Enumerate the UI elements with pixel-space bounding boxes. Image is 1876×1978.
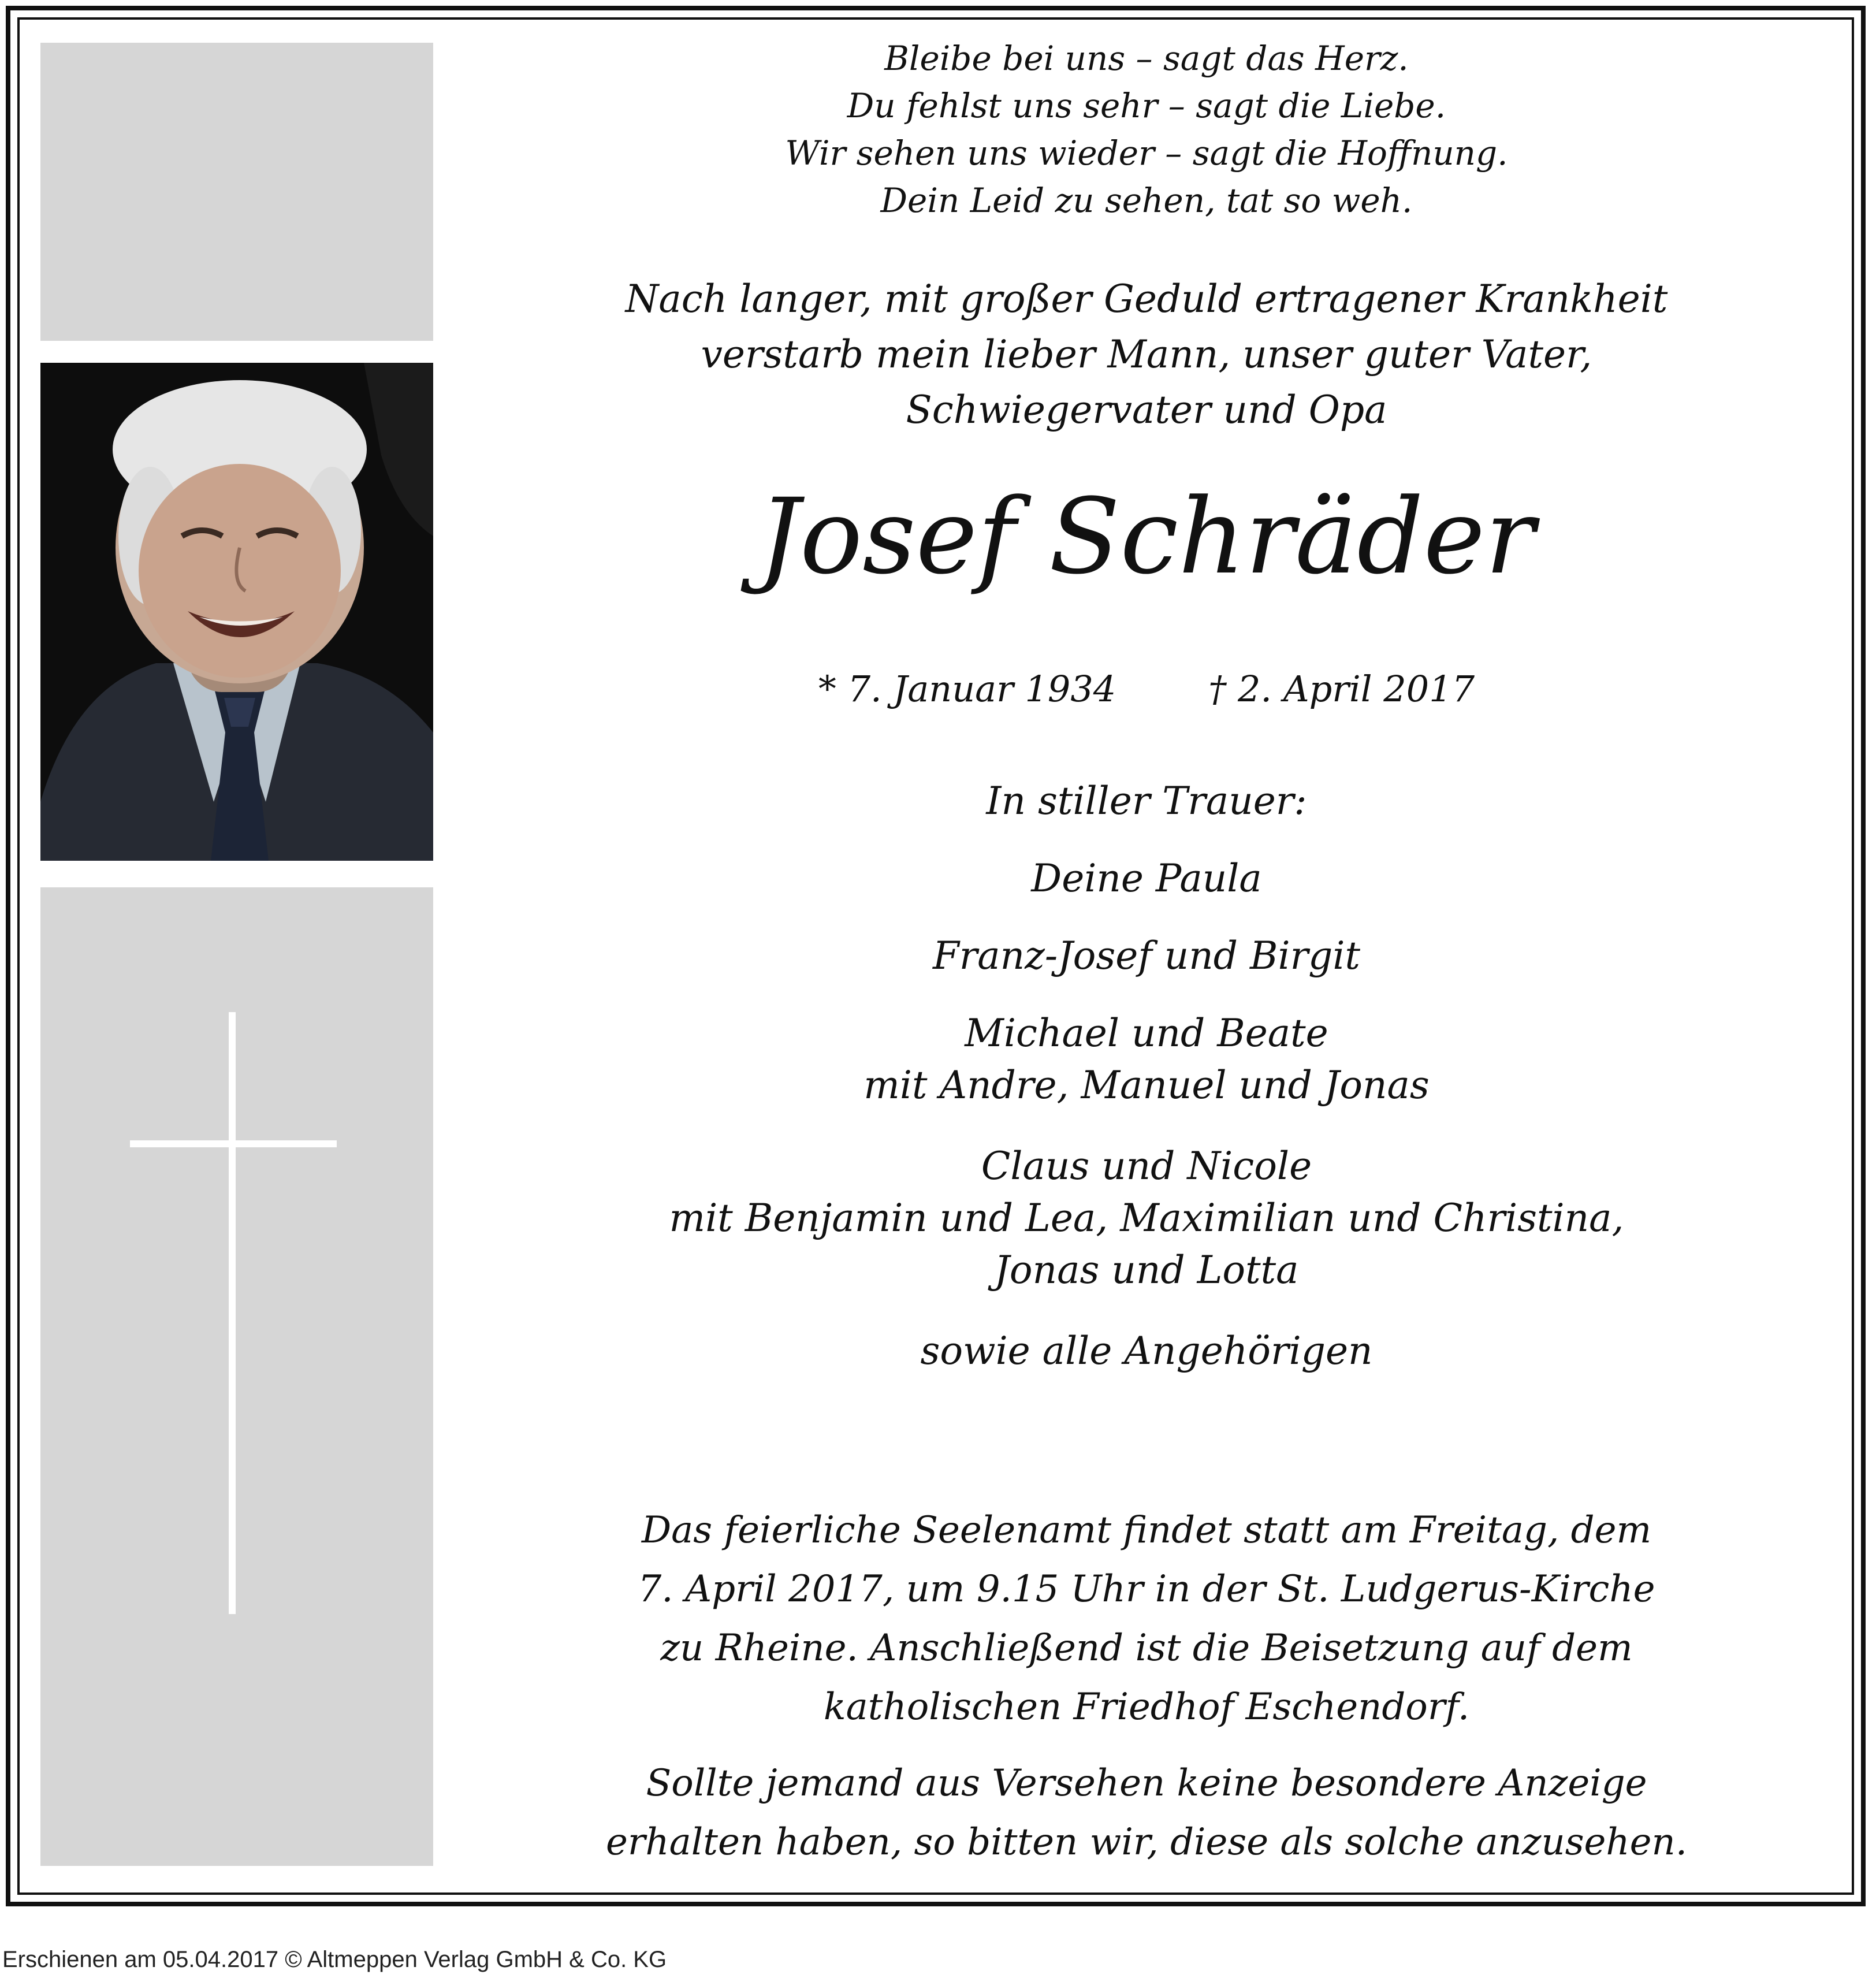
mourner-group: [474, 1007, 1819, 1111]
cross-icon: [229, 1012, 236, 1614]
grey-panel-top: [40, 43, 433, 341]
notice-line: erhalten haben, so bitten wir, diese als solche anzusehen.: [605, 1821, 1688, 1864]
deceased-name: Josef Schräder: [758, 477, 1535, 597]
quote-line: Dein Leid zu sehen, tat so weh.: [880, 181, 1413, 220]
notice-line: Sollte jemand aus Versehen keine besondere Anzeige: [646, 1762, 1647, 1805]
grey-panel-bottom: [40, 887, 433, 1866]
intro-block: [474, 272, 1819, 438]
publication-footer: Erschienen am 05.04.2017 © Altmeppen Verlag GmbH & Co. KG: [2, 1947, 667, 1972]
service-line: Das feierliche Seelenamt findet statt am Freitag, dem: [641, 1509, 1652, 1552]
mourner-line: Deine Paula: [1031, 856, 1262, 901]
service-line: 7. April 2017, um 9.15 Uhr in der St. Ludgerus-Kirche: [638, 1568, 1655, 1611]
birth-date: * 7. Januar 1934: [818, 668, 1116, 710]
mourner-line: Franz-Josef und Birgit: [932, 934, 1361, 978]
mourning-heading: In stiller Trauer:: [986, 779, 1307, 823]
service-line: zu Rheine. Anschließend ist die Beisetzung auf dem: [660, 1627, 1633, 1670]
mourner-group: [474, 930, 1819, 982]
cross-icon-bar: [130, 1140, 337, 1147]
service-line: katholischen Friedhof Eschendorf.: [823, 1686, 1470, 1728]
notice-block: [474, 1754, 1819, 1872]
quote-line: Wir sehen uns wieder – sagt die Hoffnung.: [785, 133, 1508, 173]
mourner-line: mit Benjamin und Lea, Maximilian und Christina,: [669, 1196, 1624, 1240]
mourners-block: [474, 775, 1819, 1406]
mourner-line: sowie alle Angehörigen: [920, 1329, 1373, 1373]
service-block: [474, 1501, 1819, 1737]
intro-line: Schwiegervater und Opa: [906, 388, 1387, 432]
mourner-line: Michael und Beate: [965, 1011, 1328, 1055]
death-date: † 2. April 2017: [1208, 668, 1475, 710]
mourner-line: Jonas und Lotta: [994, 1248, 1299, 1292]
mourner-line: mit Andre, Manuel und Jonas: [863, 1063, 1430, 1107]
intro-line: verstarb mein lieber Mann, unser guter Vater,: [701, 332, 1592, 377]
mourner-group: [474, 1140, 1819, 1296]
mourner-line: Claus und Nicole: [981, 1144, 1312, 1188]
quote-block: [474, 35, 1819, 224]
mourner-group: [474, 1325, 1819, 1377]
portrait-photo: [40, 363, 433, 861]
quote-line: Bleibe bei uns – sagt das Herz.: [884, 39, 1409, 78]
life-dates: [474, 663, 1819, 715]
mourner-group: [474, 853, 1819, 905]
intro-line: Nach langer, mit großer Geduld ertragener Krankheit: [625, 277, 1668, 321]
quote-line: Du fehlst uns sehr – sagt die Liebe.: [847, 86, 1446, 125]
